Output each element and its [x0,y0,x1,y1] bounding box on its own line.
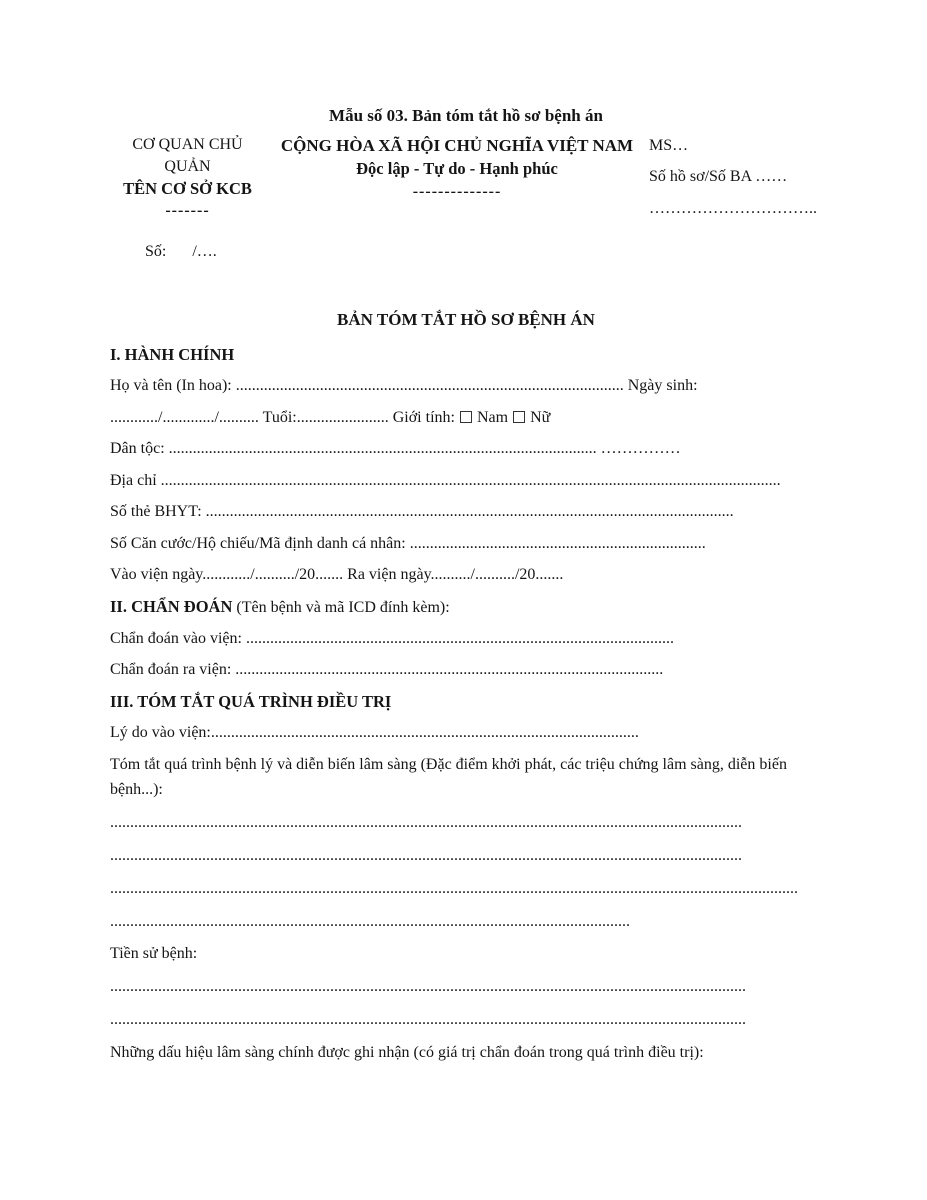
dotted-line: .............................................................................................................................................................. [110,847,742,864]
checkbox-male[interactable] [460,411,472,423]
gender-female-label: Nữ [530,408,551,426]
dotted-fill: ................................................................................................. [235,377,624,394]
document-number-line [110,236,822,267]
field-tien-su: Tiền sử bệnh: [110,945,198,962]
field-label: Chẩn đoán ra viện: [110,661,236,678]
gender-label: Giới tính: [392,408,455,426]
field-dia-chi [110,465,822,497]
record-number-dots: ………………………….. [649,200,817,217]
field-bhyt [110,496,822,528]
field-ho-ten [110,370,822,402]
header [110,134,822,222]
dotted-fill: ........................................................................................................... [235,661,664,678]
paragraph-tom-tat: Tóm tắt quá trình bệnh lý và diễn biến lâm sàng (Đặc điểm khởi phát, các triệu chứng lâm sàng, diễn biến bệnh...): [110,756,787,798]
org-block [110,134,265,222]
field-chan-doan-ra [110,654,822,686]
dob-dotted-fill: ............/............./.......... [110,408,259,426]
paragraph-dau-hieu: Những dấu hiệu lâm sàng chính được ghi nhận (có giá trị chẩn đoán trong quá trình điều trị): [110,1043,704,1061]
record-number-label: Số hồ sơ/Số BA …… [649,168,788,185]
gender-male-label: Nam [476,408,509,426]
ms-code: MS… [649,137,689,154]
document-title: BẢN TÓM TẮT HỒ SƠ BỆNH ÁN [337,310,595,329]
dotted-fill: ........................................................................................................... [210,723,639,741]
national-divider: -------------- [412,183,502,200]
field-label: Số Căn cước/Hộ chiếu/Mã định danh cá nhân: [110,534,410,552]
field-label: Số thẻ BHYT: [110,503,206,520]
field-text: Vào viện ngày............/........../20....... Ra viện ngày........../........../20....... [110,566,564,583]
national-motto: Độc lập - Tự do - Hạnh phúc [356,159,558,178]
section-2-heading [110,591,822,623]
section-1-heading: I. HÀNH CHÍNH [110,345,235,364]
national-block [265,134,649,203]
section-3-heading: III. TÓM TẮT QUÁ TRÌNH ĐIỀU TRỊ [110,691,392,711]
ref-block [649,134,822,220]
dotted-fill: ........................................................................................................................................................... [160,471,781,489]
dotted-line: ............................................................................................................................................................... [110,1010,746,1028]
dotted-line: .................................................................................................................................. [110,913,630,930]
org-authority: CƠ QUAN CHỦ QUẢN [132,136,243,175]
age-label: Tuổi: [262,408,297,426]
field-label: Chẩn đoán vào viện: [110,629,246,647]
form-title: Mẫu số 03. Bản tóm tắt hồ sơ bệnh án [329,106,603,125]
dotted-line: .............................................................................................................................................................. [110,814,742,831]
dotted-fill: .................................................................................................................................... [205,503,734,520]
document-content [110,0,822,1065]
age-dotted-fill: ....................... [296,408,389,426]
checkbox-female[interactable] [513,411,525,423]
national-title: CỘNG HÒA XÃ HỘI CHỦ NGHĨA VIỆT NAM [280,136,634,155]
field-label: Địa chỉ [110,471,161,489]
org-divider: ------- [165,202,210,219]
field-chan-doan-vao [110,623,822,655]
field-label: Lý do vào viện: [110,723,211,741]
section-2-heading-bold: II. CHẨN ĐOÁN [110,596,233,616]
dotted-fill: ........................................................................................................... [245,629,674,647]
field-ly-do [110,717,822,749]
dotted-fill: .......................................................................... [409,534,706,552]
field-vao-ra-vien [110,559,822,591]
dotted-line: ............................................................................................................................................................................ [110,880,798,897]
field-label: Họ và tên (In hoa): [110,377,236,394]
field-dob-age-gender [110,402,822,434]
org-facility-name: TÊN CƠ SỞ KCB [123,179,252,198]
so-label: Số: [145,243,167,260]
field-suffix: Ngày sinh: [623,377,698,394]
section-2-heading-note: (Tên bệnh và mã ICD đính kèm): [232,598,450,616]
field-label: Dân tộc: [110,440,169,457]
dotted-line: ............................................................................................................................................................... [110,977,746,995]
so-value: /…. [192,243,217,260]
field-suffix: …………… [596,440,681,457]
dotted-fill: ........................................................................................................... [168,440,597,457]
field-dan-toc [110,433,822,465]
field-can-cuoc [110,528,822,560]
